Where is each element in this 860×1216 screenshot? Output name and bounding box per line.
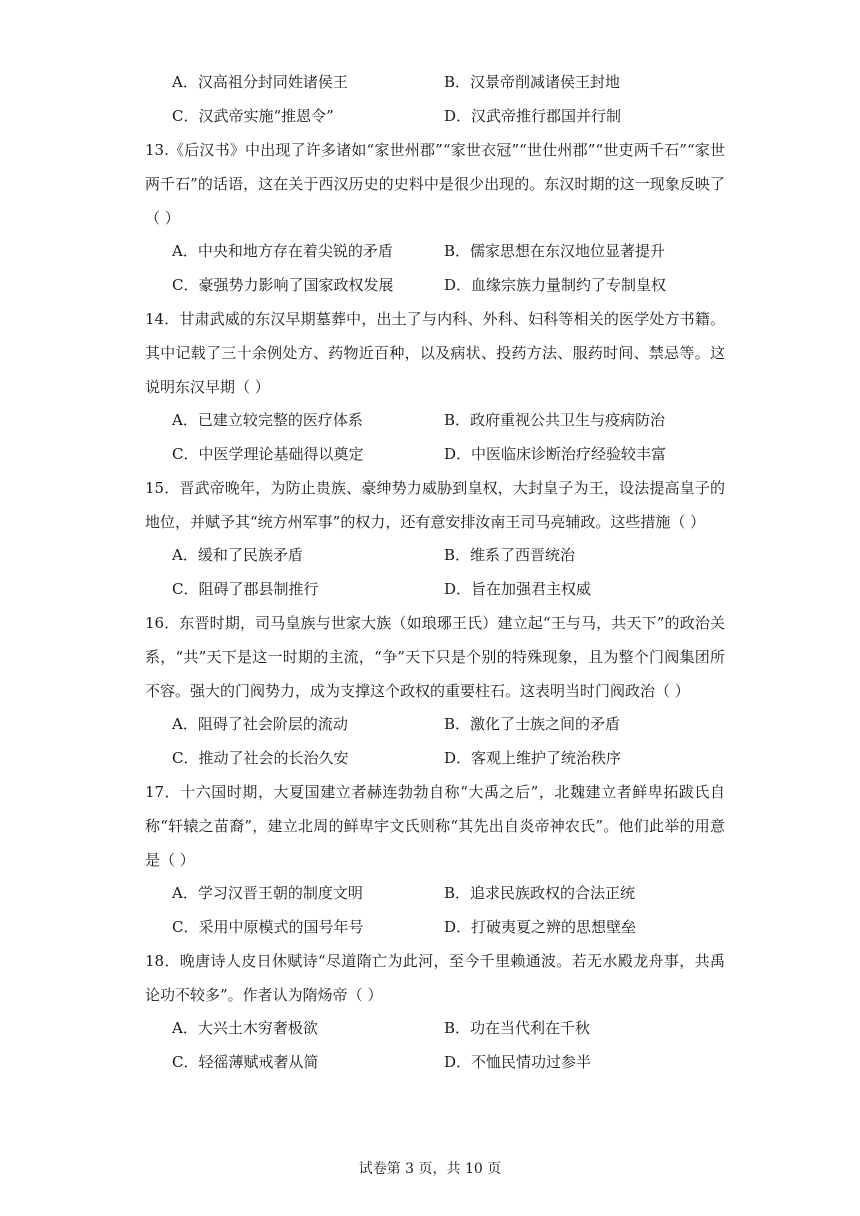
q15-stem: 15．晋武帝晚年，为防止贵族、豪绅势力威胁到皇权，大封皇子为王，设法提高皇子的地位，并赋予其“统方州军事”的权力，还有意安排汝南王司马亮辅政。这些措施（ ） [145,479,725,531]
q18-option-b[interactable]: B．功在当代利在千秋 [444,1019,591,1037]
page-footer: 试卷第 3 页，共 10 页 [358,1161,502,1177]
q12-option-a[interactable]: A．汉高祖分封同姓诸侯王 [172,73,348,91]
q18-option-c[interactable]: C．轻徭薄赋戒奢从简 [172,1053,319,1071]
q17-option-c[interactable]: C．采用中原模式的国号年号 [172,918,364,936]
q12-option-c[interactable]: C．汉武帝实施“推恩令” [172,107,334,125]
q14-option-a[interactable]: A．已建立较完整的医疗体系 [172,411,363,429]
q15-option-d[interactable]: D．旨在加强君主权威 [444,580,592,598]
q18-option-a[interactable]: A．大兴土木穷奢极欲 [172,1019,318,1037]
q13-option-b[interactable]: B．儒家思想在东汉地位显著提升 [444,242,666,260]
q15-option-a[interactable]: A．缓和了民族矛盾 [172,546,303,564]
q12-option-d[interactable]: D．汉武帝推行郡国并行制 [444,107,622,125]
q13-option-a[interactable]: A．中央和地方存在着尖锐的矛盾 [172,242,393,260]
q16-option-a[interactable]: A．阻碍了社会阶层的流动 [172,715,348,733]
q18-stem: 18．晚唐诗人皮日休赋诗“尽道隋亡为此河，至今千里赖通波。若无水殿龙舟事，共禹论功不较多”。作者认为隋炀帝（ ） [145,952,725,1004]
q13-stem: 13.《后汉书》中出现了许多诸如“家世州郡”“家世衣冠”“世仕州郡”“世吏两千石”“家世两千石”的话语，这在关于西汉历史的史料中是很少出现的。东汉时期的这一现象反映了（ ） [145,141,725,227]
q15-option-c[interactable]: C．阻碍了郡县制推行 [172,580,319,598]
q16-stem: 16．东晋时期，司马皇族与世家大族（如琅琊王氏）建立起“王与马，共天下”的政治关系，“共”天下是这一时期的主流，“争”天下只是个别的特殊现象，且为整个门阀集团所不容。强大的门阀势力，成为支撑这个政权的重要柱石。这表明当时门阀政治（ ） [145,614,725,700]
q18-option-d[interactable]: D．不恤民情功过参半 [444,1053,592,1071]
q17-option-b[interactable]: B．追求民族政权的合法正统 [444,884,636,902]
q16-option-d[interactable]: D．客观上维护了统治秩序 [444,749,622,767]
q13-option-c[interactable]: C．豪强势力影响了国家政权发展 [172,276,394,294]
q17-stem: 17．十六国时期，大夏国建立者赫连勃勃自称“大禹之后”，北魏建立者鲜卑拓跋氏自称“轩辕之苗裔”，建立北周的鲜卑宇文氏则称“其先出自炎帝神农氏”。他们此举的用意是（ ） [145,783,725,869]
q15-option-b[interactable]: B．维系了西晋统治 [444,546,576,564]
q17-option-d[interactable]: D．打破夷夏之辨的思想壁垒 [444,918,637,936]
q17-option-a[interactable]: A．学习汉晋王朝的制度文明 [172,884,363,902]
q14-stem: 14．甘肃武威的东汉早期墓葬中，出土了与内科、外科、妇科等相关的医学处方书籍。其中记载了三十余例处方、药物近百种，以及病状、投药方法、服药时间、禁忌等。这说明东汉早期（ ） [145,310,725,396]
q16-option-b[interactable]: B．激化了士族之间的矛盾 [444,715,621,733]
q16-option-c[interactable]: C．推动了社会的长治久安 [172,749,349,767]
q14-option-c[interactable]: C．中医学理论基础得以奠定 [172,445,364,463]
q14-option-d[interactable]: D．中医临床诊断治疗经验较丰富 [444,445,667,463]
q14-option-b[interactable]: B．政府重视公共卫生与疫病防治 [444,411,666,429]
q12-option-b[interactable]: B．汉景帝削减诸侯王封地 [444,73,621,91]
q13-option-d[interactable]: D．血缘宗族力量制约了专制皇权 [444,276,667,294]
